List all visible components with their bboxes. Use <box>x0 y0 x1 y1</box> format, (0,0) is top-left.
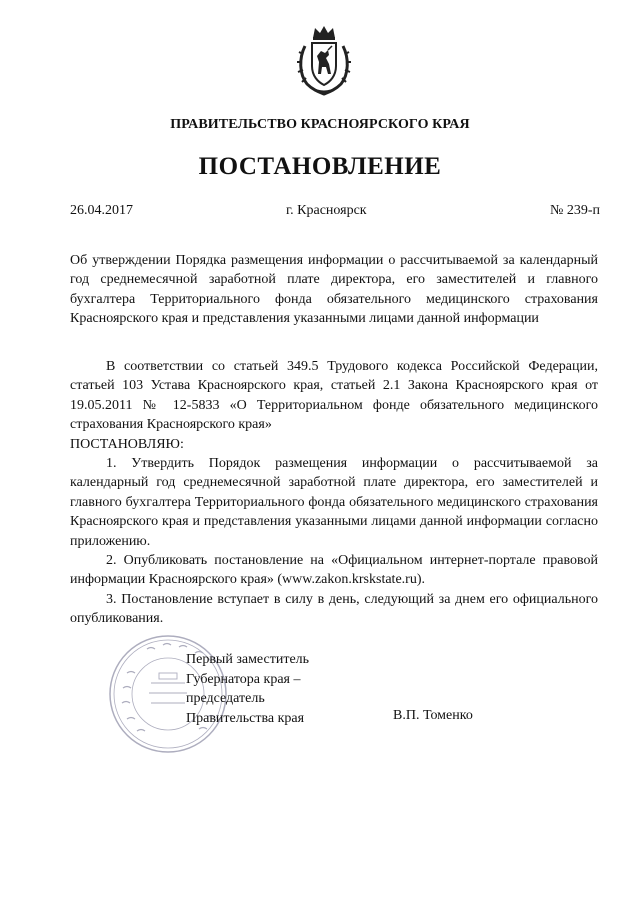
resolves-heading: ПОСТАНОВЛЯЮ: <box>70 436 184 452</box>
item-3-paragraph: 3. Постановление вступает в силу в день, следующий за днем его официального опубликования. <box>70 591 598 627</box>
signature-block <box>186 650 309 728</box>
document-type: ПОСТАНОВЛЕНИЕ <box>198 153 442 180</box>
document-date: 26.04.2017 <box>70 203 133 218</box>
item-2-paragraph: 2. Опубликовать постановление на «Официальном интернет-портале правовой информации Красноярского края» (www.zakon.krskstate.ru). <box>70 553 598 588</box>
document-subject: Об утверждении Порядка размещения информации о рассчитываемой за календарный год среднемесячной заработной плате директора, его заместителей и главного бухгалтера Территориального фонда обязательного медицинского страхования Красноярского края и представления указанными лицами данной информации <box>70 253 598 327</box>
item-1-paragraph: 1. Утвердить Порядок размещения информации о рассчитываемой за календарный год среднемесячной заработной плате директора, его заместителей и главного бухгалтера Территориального фонда обязательного медицинского страхования Красноярского края и представления указанными лицами данной информации согласно приложению. <box>70 456 598 549</box>
signature-line-2: Губернатора края – <box>186 671 301 687</box>
government-title: ПРАВИТЕЛЬСТВО КРАСНОЯРСКОГО КРАЯ <box>170 117 470 132</box>
signer-name: В.П. Томенко <box>393 708 473 723</box>
document-number: № 239-п <box>549 203 600 218</box>
document-city: г. Красноярск <box>286 203 367 218</box>
signature-line-4: Правительства края <box>186 710 305 726</box>
document-body <box>70 357 598 629</box>
preamble-paragraph: В соответствии со статьей 349.5 Трудового кодекса Российской Федерации, статьей 103 Устава Красноярского края, статьей 2.1 Закона Красноярского края от 19.05.2011 № 12-5833 «О Территориальном фонде обязательного медицинского страхования Красноярского края» <box>70 359 598 433</box>
signature-line-3: председатель <box>186 691 265 706</box>
coat-of-arms-icon <box>295 24 353 96</box>
signature-line-1: Первый заместитель <box>186 652 310 667</box>
